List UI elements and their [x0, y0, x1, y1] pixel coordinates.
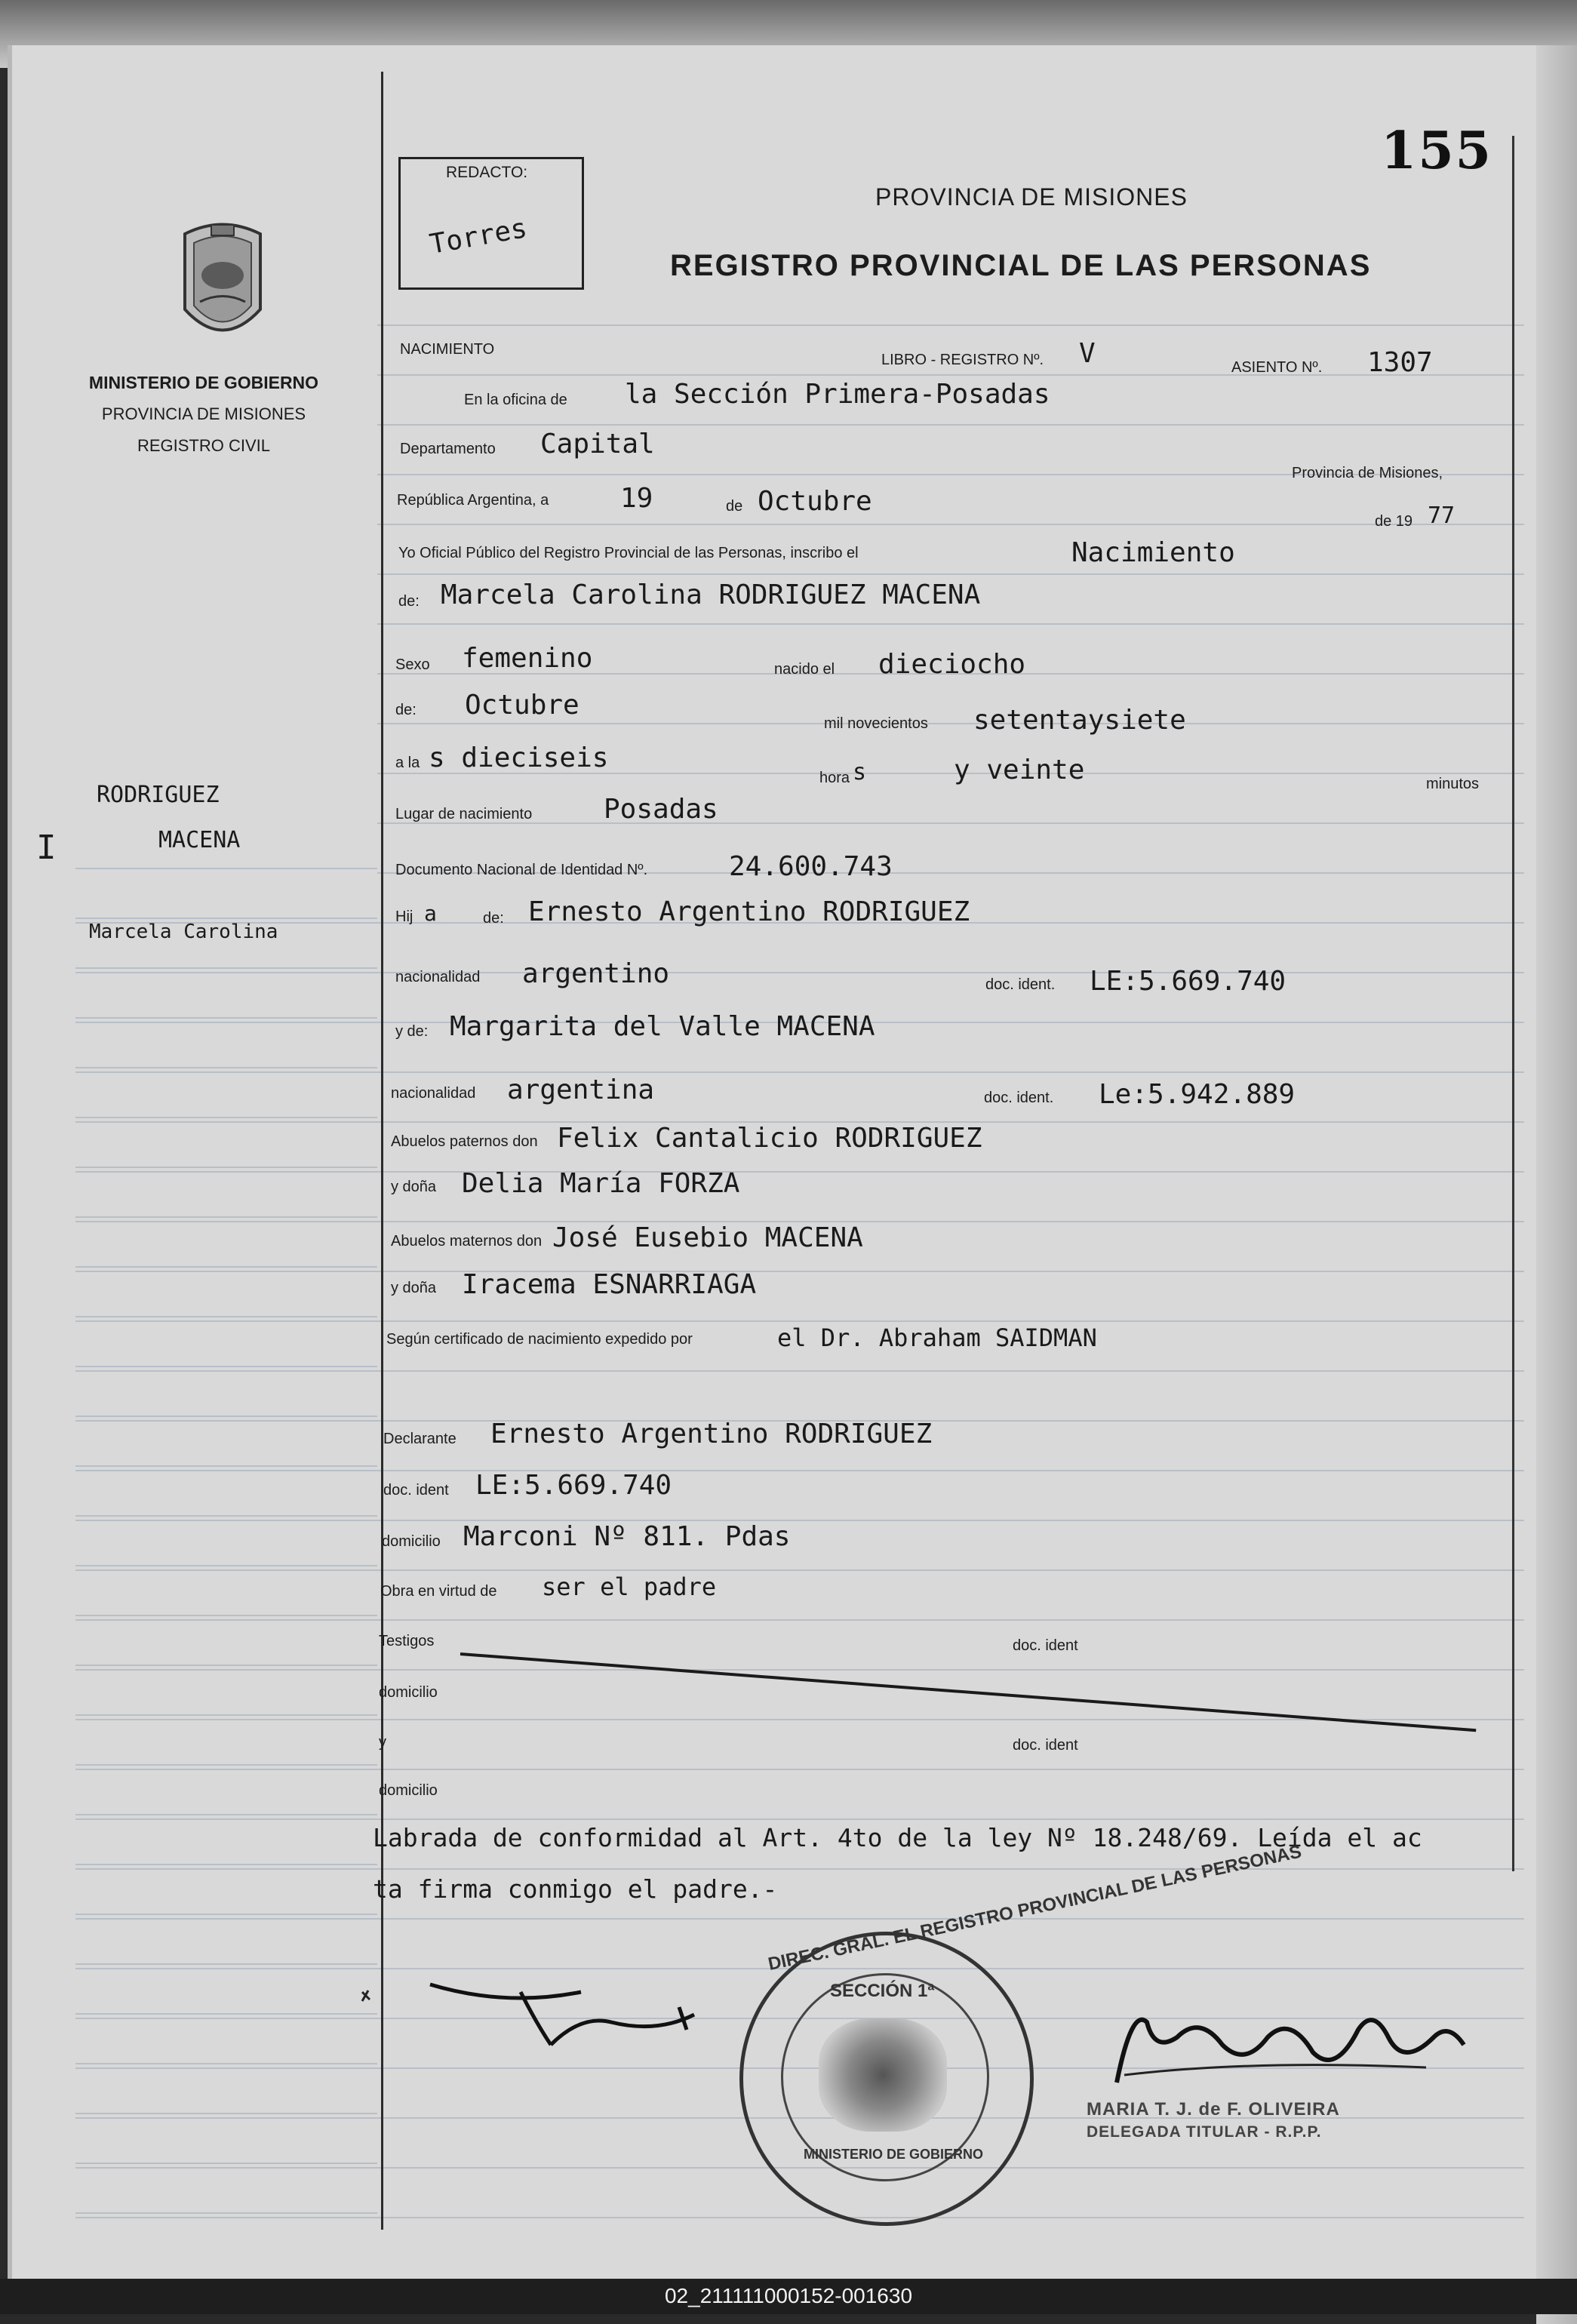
- nota-line2: ta firma conmigo el padre.-: [373, 1874, 778, 1904]
- ruled-line: [75, 972, 1524, 973]
- ruled-line: [75, 1470, 1524, 1471]
- oficina-value: la Sección Primera-Posadas: [625, 379, 1050, 410]
- domicilio-value: Marconi Nº 811. Pdas: [463, 1521, 791, 1552]
- ruled-line: [75, 1918, 1524, 1920]
- ab-pat-value: Felix Cantalicio RODRIGUEZ: [557, 1123, 982, 1154]
- ruled-line: [377, 573, 1524, 575]
- ministry-line1: MINISTERIO DE GOBIERNO: [88, 373, 319, 392]
- ruled-line-margin: [75, 1914, 377, 1915]
- ruled-line: [75, 1669, 1524, 1671]
- ruled-line-margin: [75, 967, 377, 969]
- domicilio-label: domicilio: [382, 1533, 441, 1550]
- doc-decl-label: doc. ident: [383, 1482, 449, 1499]
- madre-value: Margarita del Valle MACENA: [450, 1011, 875, 1042]
- ruled-line: [75, 1569, 1524, 1571]
- lugar-value: Posadas: [604, 794, 718, 825]
- ruled-line-margin: [75, 1416, 377, 1417]
- republica-label: República Argentina, a: [397, 492, 549, 509]
- margin-mark: I: [36, 828, 57, 867]
- ruled-line: [75, 1868, 1524, 1870]
- ruled-line: [75, 1769, 1524, 1770]
- ruled-line: [377, 374, 1524, 376]
- ruled-line-margin: [75, 1067, 377, 1068]
- doc-decl-value: LE:5.669.740: [475, 1470, 672, 1501]
- provincia-label: Provincia de Misiones,: [1292, 465, 1443, 481]
- horas-suffix: s: [853, 759, 867, 785]
- oficina-label: En la oficina de: [464, 392, 567, 408]
- inscribo-value: Nacimiento: [1071, 537, 1235, 568]
- signatory-title: DELEGADA TITULAR - R.P.P.: [1087, 2123, 1322, 2141]
- redacto-box: [398, 157, 584, 290]
- alas-value: s dieciseis: [429, 742, 609, 773]
- margin-surname2: MACENA: [158, 827, 241, 853]
- ministry-line3: REGISTRO CIVIL: [137, 436, 271, 455]
- de-nombre-label: de:: [398, 593, 420, 610]
- alas-label: a la: [395, 755, 420, 771]
- nota-line1: Labrada de conformidad al Art. 4to de la ley Nº 18.248/69. Leída el ac: [373, 1823, 1422, 1852]
- registry-title: REGISTRO PROVINCIAL DE LAS PERSONAS: [670, 249, 1372, 282]
- ab-pat-dona: Delia María FORZA: [462, 1168, 740, 1199]
- ministry-header: [53, 367, 355, 462]
- redacto-value: Torres: [427, 213, 530, 260]
- ruled-line: [377, 324, 1524, 326]
- ruled-line-margin: [75, 1316, 377, 1317]
- minutos-label: minutos: [1426, 776, 1480, 792]
- ruled-line-margin: [75, 1714, 377, 1716]
- y-label: y: [379, 1734, 386, 1751]
- obra-label: Obra en virtud de: [380, 1583, 497, 1600]
- nacido-label: nacido el: [774, 661, 835, 678]
- declarante-label: Declarante: [383, 1431, 456, 1447]
- province-title: PROVINCIA DE MISIONES: [875, 183, 1188, 211]
- ruled-line-margin: [75, 1266, 377, 1268]
- coat-of-arms-logo: [170, 219, 275, 355]
- ruled-line-margin: [75, 2063, 377, 2064]
- ruled-line-margin: [75, 2212, 377, 2214]
- hija-de-label: de:: [483, 910, 504, 927]
- hija-label: Hij: [395, 908, 413, 925]
- doc-madre-label: doc. ident.: [984, 1090, 1054, 1106]
- asiento-value: 1307: [1367, 347, 1433, 378]
- seal-emblem: [819, 2018, 947, 2132]
- dni-value: 24.600.743: [729, 851, 893, 882]
- ruled-line-margin: [75, 1665, 377, 1666]
- doc-madre-value: Le:5.942.889: [1099, 1079, 1296, 1110]
- ab-mat-dona: Iracema ESNARRIAGA: [462, 1269, 757, 1300]
- ruled-line: [377, 822, 1524, 824]
- nac-madre-label: nacionalidad: [391, 1085, 476, 1102]
- official-signature: [1102, 1992, 1479, 2098]
- ab-mat-label: Abuelos maternos don: [391, 1233, 543, 1250]
- ruled-line-margin: [75, 1864, 377, 1865]
- ruled-line: [75, 1071, 1524, 1073]
- horas-label: hora: [819, 770, 850, 786]
- segun-label: Según certificado de nacimiento expedido por: [386, 1331, 693, 1348]
- page-edge: [1536, 45, 1577, 2324]
- ruled-line-margin: [75, 1017, 377, 1019]
- page-number: 155: [1381, 121, 1492, 181]
- libro-value: V: [1079, 338, 1096, 369]
- domicilio-t1: domicilio: [379, 1684, 438, 1701]
- ruled-line-margin: [75, 1814, 377, 1815]
- ruled-line: [377, 723, 1524, 724]
- nacido-value: dieciocho: [878, 649, 1026, 680]
- yveinte-value: y veinte: [954, 755, 1085, 785]
- declarant-signature: [355, 1962, 732, 2052]
- departamento-label: Departamento: [400, 441, 496, 457]
- ruled-line-margin: [75, 868, 377, 869]
- ruled-line-margin: [75, 2163, 377, 2164]
- ydona2-label: y doña: [391, 1280, 437, 1296]
- sexo-value: femenino: [462, 643, 593, 674]
- doc-padre-value: LE:5.669.740: [1090, 966, 1286, 997]
- doc-ident-t1: doc. ident: [1013, 1637, 1078, 1654]
- yo-oficial-label: Yo Oficial Público del Registro Provincial de las Personas, inscribo el: [398, 545, 859, 561]
- libro-label: LIBRO - REGISTRO Nº.: [881, 352, 1044, 368]
- ruled-line-margin: [75, 918, 377, 919]
- ruled-line-margin: [75, 1465, 377, 1467]
- ruled-line-margin: [75, 1615, 377, 1616]
- ruled-line-margin: [75, 2113, 377, 2114]
- ruled-line: [75, 1619, 1524, 1621]
- dni-label: Documento Nacional de Identidad Nº.: [395, 862, 648, 878]
- nac-madre-value: argentina: [507, 1074, 655, 1105]
- mil-label: mil novecientos: [824, 715, 928, 732]
- margin-line: [381, 72, 383, 2230]
- margin-surname1: RODRIGUEZ: [97, 782, 220, 808]
- domicilio-t2: domicilio: [379, 1782, 438, 1799]
- dia-value: 19: [620, 483, 653, 514]
- ruled-line: [377, 524, 1524, 525]
- ruled-line: [75, 1818, 1524, 1820]
- ydona1-label: y doña: [391, 1179, 437, 1195]
- signatory-name: MARIA T. J. de F. OLIVEIRA: [1087, 2099, 1340, 2120]
- ruled-line-margin: [75, 1764, 377, 1766]
- doc-padre-label: doc. ident.: [985, 976, 1056, 993]
- ruled-line: [75, 1370, 1524, 1372]
- ruled-line-margin: [75, 1565, 377, 1566]
- del-label: de:: [395, 702, 417, 718]
- ruled-line-margin: [75, 1216, 377, 1218]
- ruled-line-margin: [75, 2013, 377, 2015]
- lugar-label: Lugar de nacimiento: [395, 806, 533, 822]
- right-rule: [1512, 136, 1514, 1871]
- ruled-line-margin: [75, 1366, 377, 1367]
- seal-ministry-text: MINISTERIO DE GOBIERNO: [804, 2147, 984, 2162]
- del-value: Octubre: [465, 690, 579, 721]
- testigos-label: Testigos: [379, 1633, 435, 1649]
- redacto-label: REDACTO:: [446, 164, 528, 181]
- ruled-line: [75, 1320, 1524, 1322]
- nac-padre-value: argentino: [522, 958, 670, 989]
- nombre-value: Marcela Carolina RODRIGUEZ MACENA: [441, 579, 981, 610]
- obra-value: ser el padre: [542, 1572, 717, 1601]
- official-seal: [739, 1932, 1034, 2226]
- de-mes-label: de: [726, 498, 743, 515]
- ruled-line-margin: [75, 1963, 377, 1965]
- ruled-line: [75, 1271, 1524, 1272]
- ab-pat-label: Abuelos paternos don: [391, 1133, 538, 1150]
- mil-value: setentaysiete: [973, 705, 1186, 736]
- ministry-line2: PROVINCIA DE MISIONES: [101, 404, 306, 423]
- mes-value: Octubre: [758, 486, 872, 517]
- ruled-line: [75, 1171, 1524, 1173]
- anio-label: de 19: [1375, 513, 1413, 530]
- ruled-line-margin: [75, 1515, 377, 1517]
- segun-value: el Dr. Abraham SAIDMAN: [777, 1323, 1097, 1352]
- ab-mat-value: José Eusebio MACENA: [552, 1222, 863, 1253]
- ruled-line-margin: [75, 1117, 377, 1118]
- ruled-line: [75, 1520, 1524, 1521]
- departamento-value: Capital: [540, 429, 655, 460]
- ruled-line: [75, 2217, 1524, 2218]
- declarante-value: Ernesto Argentino RODRIGUEZ: [490, 1419, 933, 1449]
- ruled-line-margin: [75, 1167, 377, 1168]
- ruled-line: [377, 623, 1524, 625]
- nacimiento-label: NACIMIENTO: [400, 341, 495, 358]
- ruled-line: [377, 424, 1524, 426]
- seal-inner-text: SECCIÓN 1ª: [830, 1981, 935, 2001]
- sexo-label: Sexo: [395, 656, 430, 673]
- hija-suffix: a: [424, 901, 437, 926]
- yde-label: y de:: [395, 1023, 429, 1040]
- image-caption: 02_211111000152-001630: [664, 2284, 913, 2307]
- nac-padre-label: nacionalidad: [395, 969, 481, 985]
- margin-given-name: Marcela Carolina: [89, 921, 278, 943]
- anio-value: 77: [1428, 503, 1456, 529]
- padre-value: Ernesto Argentino RODRIGUEZ: [528, 896, 970, 927]
- doc-ident-t2: doc. ident: [1013, 1737, 1078, 1754]
- asiento-label: ASIENTO Nº.: [1231, 359, 1323, 376]
